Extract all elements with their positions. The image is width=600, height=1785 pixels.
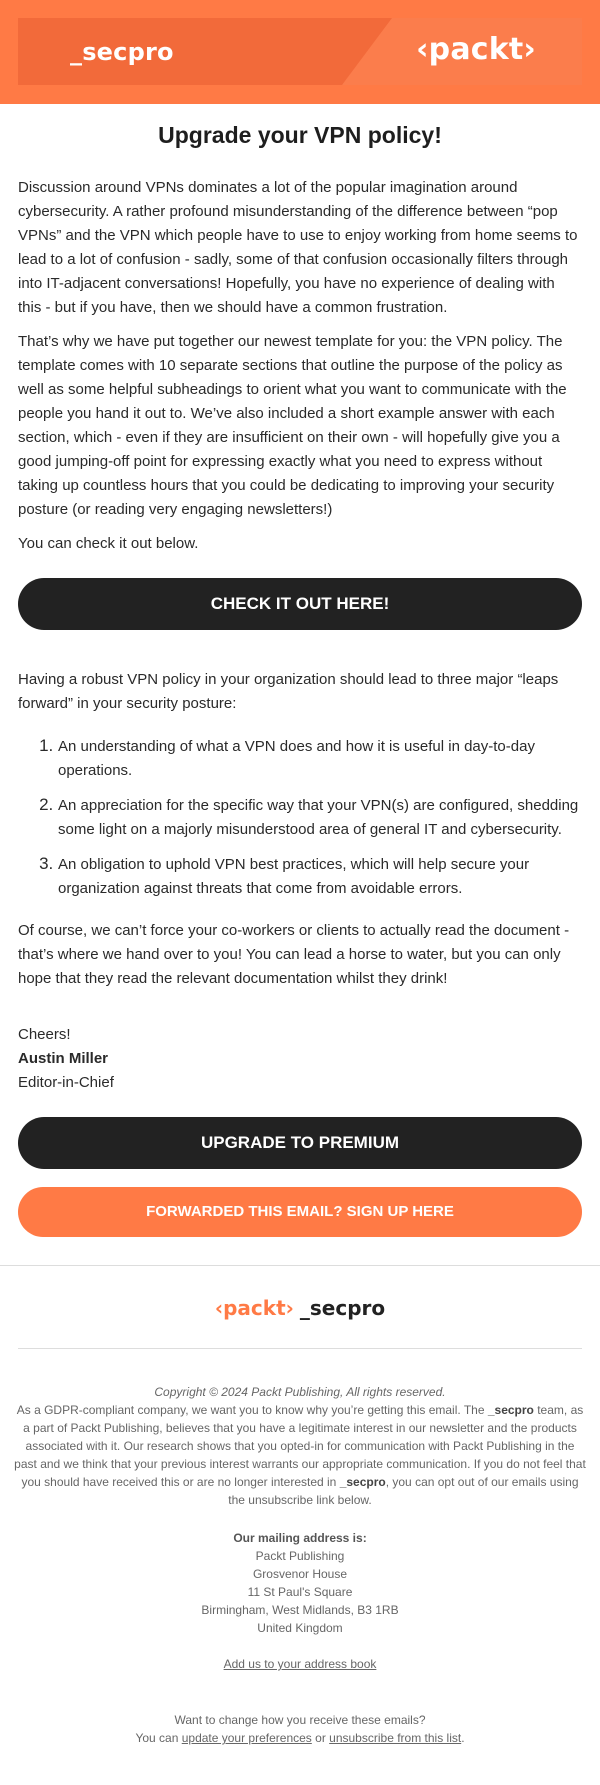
mailing-address	[0, 1529, 600, 1637]
main-content	[0, 122, 600, 1237]
list-item: 1. An understanding of what a VPN does and how it is useful in day-to-day operations.	[58, 734, 582, 783]
list-item: 2. An appreciation for the specific way that your VPN(s) are configured, shedding some light on a majorly misunderstood area of general IT and cybersecurity.	[58, 793, 582, 842]
packt-logo[interactable]: ‹packt›	[416, 32, 536, 67]
author-name: Austin Miller	[18, 1050, 109, 1068]
prefs-or: or	[311, 1731, 330, 1746]
address-line: United Kingdom	[257, 1621, 343, 1636]
check-it-out-button[interactable]: CHECK IT OUT HERE!	[18, 578, 582, 630]
list-item: 3. An obligation to uphold VPN best practices, which will help secure your organization against threats that come from avoidable errors.	[58, 852, 582, 901]
gdpr-text-1: As a GDPR-compliant company, we want you to know why you’re getting this email. The	[16, 1403, 488, 1418]
preferences-row	[0, 1711, 600, 1747]
prefs-links	[0, 1729, 600, 1747]
gdpr-brand-1: _secpro	[487, 1403, 534, 1418]
footer-logo-divider	[18, 1348, 582, 1349]
gdpr-brand-2: _secpro	[339, 1475, 386, 1490]
unsubscribe-link[interactable]: unsubscribe from this list	[329, 1731, 462, 1746]
template-paragraph: That’s why we have put together our newest template for you: the VPN policy. The template comes with 10 separate sections that outline the purpose of the policy as well as some helpful subheadings to orient what you want to communicate with the people you hand it out to. We’ve also included a short example answer with each section, which - even if they are insufficient on their own - will hopefully give you a good jumping-off point for expressing exactly what you need to express without taking up countless hours that you could be dedicating to improving your security posture (or reading very engaging newsletters!)	[18, 333, 567, 519]
footer	[0, 1266, 600, 1785]
address-line: Packt Publishing	[255, 1549, 345, 1564]
prefs-period: .	[461, 1731, 465, 1746]
address-line: Grosvenor House	[252, 1567, 348, 1582]
gdpr-notice	[14, 1401, 586, 1509]
address-line: Birmingham, West Midlands, B3 1RB	[201, 1603, 399, 1618]
prefs-text: You can	[135, 1731, 182, 1746]
intro-paragraph: Discussion around VPNs dominates a lot of the popular imagination around cybersecurity. A rather profound misunderstanding of the difference between “pop VPNs” and the VPN which people have to use to enjoy working from home seems to lead to a lot of confusion - sadly, some of that confusion occasionally filters through into IT-adjacent conversations! Hopefully, you have no experience of dealing with this - but if you have, then we should have a common frustration.	[18, 179, 578, 317]
update-preferences-link[interactable]: update your preferences	[181, 1731, 312, 1746]
footer-logo	[0, 1266, 600, 1348]
copyright: Copyright © 2024 Packt Publishing, All rights reserved.	[154, 1385, 446, 1400]
add-address-book-link[interactable]: Add us to your address book	[223, 1657, 377, 1672]
secpro-logo[interactable]: _secpro	[70, 38, 174, 66]
closing-paragraph: Of course, we can’t force your co-workers or clients to actually read the document - that’s where we hand over to you! You can lead a horse to water, but you can only hope that they read the relevant documentation whilst they drink!	[18, 922, 570, 988]
signoff	[18, 1023, 582, 1095]
gdpr-text-2: team, as a part of Packt Publishing, believes that you have a legitimate interest in our newsletter and the products associated with it. Our research shows that you opted-in for communication with Packt Publishing in the past and we think that your previous interest warrants our appropriate communication. If you do not feel that you should have received this or are no longer interested in	[14, 1403, 586, 1490]
footer-packt-logo[interactable]: ‹packt›	[214, 1296, 294, 1321]
check-out-text: You can check it out below.	[18, 535, 199, 553]
leaps-intro: Having a robust VPN policy in your organization should lead to three major “leaps forward” in your security posture:	[18, 671, 559, 713]
address-book-row	[0, 1657, 600, 1671]
mailing-heading: Our mailing address is:	[233, 1531, 367, 1546]
hero-banner	[18, 18, 582, 85]
change-question: Want to change how you receive these emails?	[174, 1713, 426, 1728]
signup-button[interactable]: FORWARDED THIS EMAIL? SIGN UP HERE	[18, 1187, 582, 1237]
gdpr-text-3: , you can opt out of our emails using the unsubscribe link below.	[228, 1475, 579, 1508]
header-band	[0, 0, 600, 104]
signoff-greeting: Cheers!	[18, 1026, 71, 1044]
author-role: Editor-in-Chief	[18, 1074, 114, 1092]
footer-secpro-logo[interactable]: _secpro	[299, 1296, 386, 1321]
address-line: 11 St Paul's Square	[247, 1585, 353, 1600]
bottom-spacer	[0, 1747, 600, 1785]
page-title: Upgrade your VPN policy!	[158, 122, 442, 148]
leaps-list	[58, 734, 582, 901]
legal-text	[0, 1383, 600, 1509]
upgrade-premium-button[interactable]: UPGRADE TO PREMIUM	[18, 1117, 582, 1169]
